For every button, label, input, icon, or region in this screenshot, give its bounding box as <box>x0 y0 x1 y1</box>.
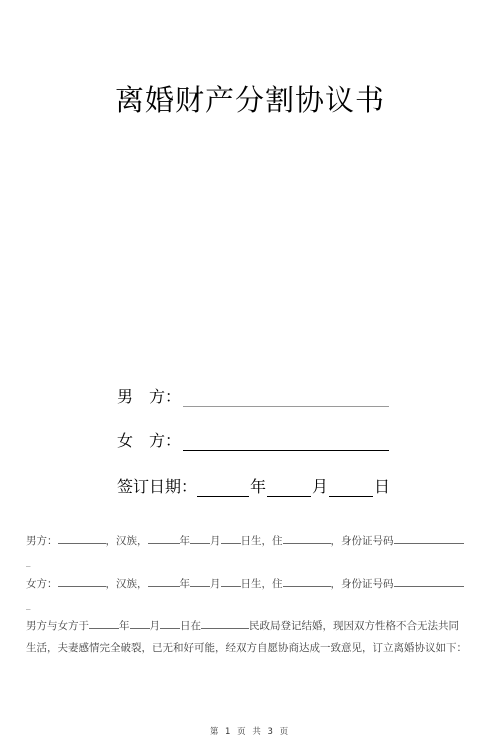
female-party-label: 女 方： <box>117 431 182 450</box>
page-footer: 第 1 页 共 3 页 <box>209 727 291 737</box>
signing-year-blank[interactable] <box>197 482 249 497</box>
marriage-year-unit: 年 <box>119 620 130 632</box>
male-address-blank[interactable] <box>283 532 331 544</box>
signing-date-label: 签订日期： <box>117 477 198 496</box>
male-prefix: 男方： <box>26 535 58 547</box>
marriage-statement-line-1 <box>26 617 476 633</box>
male-birth-year-blank[interactable] <box>148 532 180 544</box>
male-birth-month-blank[interactable] <box>190 532 210 544</box>
female-party-signature-line[interactable] <box>183 436 389 451</box>
female-birth-address-text: 日生，住 <box>240 578 283 590</box>
signing-month-blank[interactable] <box>267 482 311 497</box>
female-party-info-line <box>26 575 476 591</box>
female-month-unit: 月 <box>210 578 221 590</box>
marriage-month-blank[interactable] <box>130 617 150 629</box>
signing-month-unit: 月 <box>312 477 329 496</box>
male-id-label: ，身份证号码 <box>330 535 394 547</box>
marriage-statement-line-2: 生活，夫妻感情完全破裂，已无和好可能，经双方自愿协商达成一致意见，订立离婚协议如下： <box>26 642 467 654</box>
male-birth-address-text: 日生，住 <box>240 535 283 547</box>
signing-date-row <box>117 474 391 497</box>
female-prefix: 女方： <box>26 578 58 590</box>
female-id-label: ，身份证号码 <box>330 578 394 590</box>
male-party-signature-line[interactable] <box>183 392 389 407</box>
male-party-signature-row <box>117 384 389 407</box>
signing-day-unit: 日 <box>374 477 391 496</box>
signing-day-blank[interactable] <box>329 482 373 497</box>
marriage-rest-text: 民政局登记结婚，现因双方性格不合无法共同 <box>249 620 459 632</box>
document-title: 离婚财产分割协议书 <box>114 83 385 117</box>
female-birth-year-blank[interactable] <box>148 575 180 587</box>
marriage-prefix: 男方与女方于 <box>26 620 89 632</box>
marriage-day-text: 日在 <box>180 620 201 632</box>
civil-affairs-bureau-blank[interactable] <box>201 617 249 629</box>
male-party-label: 男 方： <box>117 387 182 406</box>
female-party-signature-row <box>117 428 389 451</box>
female-birth-month-blank[interactable] <box>190 575 210 587</box>
signing-year-unit: 年 <box>250 477 267 496</box>
male-party-info-line <box>26 532 476 548</box>
male-month-unit: 月 <box>210 535 221 547</box>
male-ethnicity-text: ，汉族， <box>105 535 148 547</box>
line-continuation-stub: _ <box>26 557 31 567</box>
male-year-unit: 年 <box>179 535 190 547</box>
male-name-blank[interactable] <box>58 532 106 544</box>
female-year-unit: 年 <box>179 578 190 590</box>
female-id-number-blank[interactable] <box>394 575 464 587</box>
male-id-number-blank[interactable] <box>394 532 464 544</box>
female-address-blank[interactable] <box>283 575 331 587</box>
marriage-day-blank[interactable] <box>160 617 180 629</box>
line-continuation-stub: _ <box>26 600 31 610</box>
marriage-month-unit: 月 <box>149 620 160 632</box>
marriage-year-blank[interactable] <box>89 617 119 629</box>
male-birth-day-blank[interactable] <box>221 532 241 544</box>
female-ethnicity-text: ，汉族， <box>105 578 148 590</box>
female-birth-day-blank[interactable] <box>221 575 241 587</box>
female-name-blank[interactable] <box>58 575 106 587</box>
